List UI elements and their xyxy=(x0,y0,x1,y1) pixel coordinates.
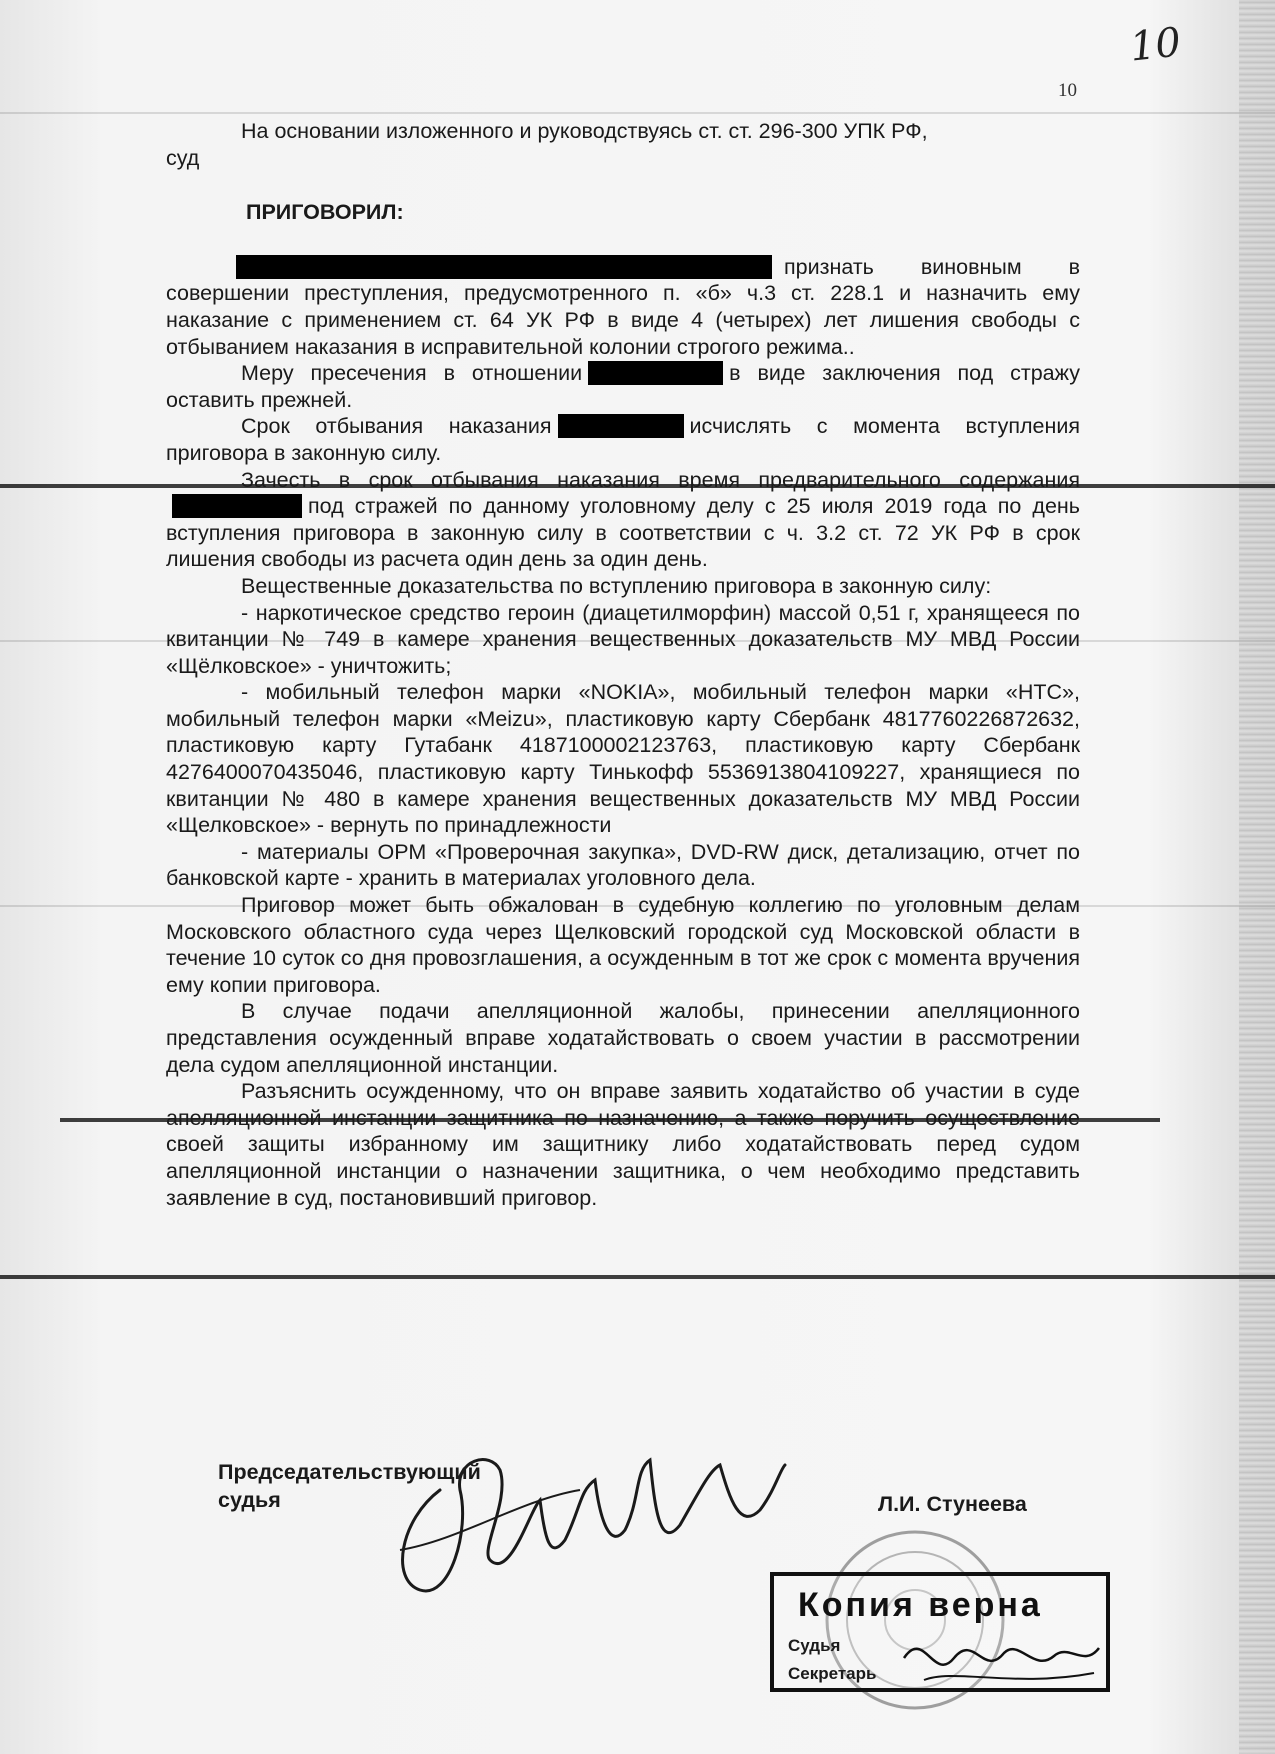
handwritten-page-number: 10 xyxy=(1127,19,1184,71)
verdict-text: исчислять с момента вступления приговора в законную силу. xyxy=(166,414,1080,465)
verdict-text: признать виновным в совершении преступления, предусмотренного п. «б» ч.3 ст. 228.1 и назначить ему наказание с применением ст. 64 УК РФ в виде 4 (четырех) лет лишения свободы с отбыванием наказания в исправительной колонии строгого режима.. xyxy=(166,254,1080,359)
stamp-title: Копия верна xyxy=(798,1586,1043,1624)
scan-streak xyxy=(0,1275,1275,1279)
scan-edge xyxy=(1239,0,1275,1754)
page-number: 10 xyxy=(1058,80,1077,101)
verdict-heading: ПРИГОВОРИЛ: xyxy=(246,200,404,225)
intro-line: На основании изложенного и руководствуясь ст. ст. 296-300 УПК РФ, xyxy=(241,119,928,143)
evidence-item: - наркотическое средство героин (диацетилморфин) массой 0,51 г, хранящееся по квитанции № 749 в камере хранения вещественных доказательств МУ МВД России «Щёлковское» - уничтожить; xyxy=(166,600,1080,678)
stamp-line-judge: Судья xyxy=(788,1636,841,1655)
evidence-item: - мобильный телефон марки «NOKIA», мобильный телефон марки «HTC», мобильный телефон марки «Meizu», пластиковую карту Сбербанк 4817760226872632, пластиковую карту Гутабанк 4187100002123763, пластиковую карту Сбербанк 4276400070435046, пластиковую карту Тинькофф 5536913804109227, хранящиеся по квитанции № 480 в камере хранения вещественных доказательств МУ МВД России «Щелковское» - вернуть по принадлежности xyxy=(166,680,1080,838)
verdict-paragraph xyxy=(166,413,1080,466)
verdict-text: под стражей по данному уголовному делу с 25 июля 2019 года по день вступления приговора в законную силу в соответствии с ч. 3.2 ст. 72 УК РФ в срок лишения свободы из расчета один день за один день. xyxy=(166,494,1080,572)
evidence-item: - материалы ОРМ «Проверочная закупка», DVD-RW диск, детализацию, отчет по банковской карте - хранить в материалах уголовного дела. xyxy=(166,839,1080,891)
copy-certified-stamp xyxy=(770,1572,1110,1692)
verdict-paragraph: Приговор может быть обжалован в судебную коллегию по уголовным делам Московского областного суда через Щелковский городской суд Московской области в течение 10 суток со дня провозглашения, а осужденным в тот же срок с момента вручения ему копии приговора. xyxy=(166,893,1080,997)
redaction-bar xyxy=(236,255,772,279)
verdict-paragraph: В случае подачи апелляционной жалобы, принесении апелляционного представления осужденный вправе ходатайствовать о своем участии в рассмотрении дела судом апелляционной инстанции. xyxy=(166,999,1080,1077)
scan-streak xyxy=(0,112,1275,114)
redaction-bar xyxy=(172,494,302,518)
signature-title-line: Председательствующий xyxy=(218,1460,481,1484)
verdict-paragraph: Разъяснить осужденному, что он вправе заявить ходатайство об участии в суде апелляционной инстанции защитника по назначению, а также поручить осуществление своей защиты избранному им защитнику либо ходатайствовать перед судом апелляционной инстанции о назначении защитника, о чем необходимо представить заявление в суд, постановивший приговор. xyxy=(166,1079,1080,1210)
verdict-text: в виде заключения под стражу оставить прежней. xyxy=(166,361,1080,412)
signature-title-line: судья xyxy=(218,1488,281,1512)
verdict-text: Меру пресечения в отношении xyxy=(241,361,583,386)
verdict-paragraph xyxy=(166,467,1080,573)
verdict-paragraph xyxy=(166,360,1080,413)
redaction-bar xyxy=(588,361,723,385)
redaction-bar xyxy=(558,414,684,438)
verdict-text: Зачесть в срок отбывания наказания время предварительного содержания xyxy=(241,467,1080,492)
judge-name: Л.И. Стунеева xyxy=(878,1492,1027,1516)
stamp-line-secretary: Секретарь xyxy=(788,1664,877,1683)
intro-line-court: суд xyxy=(166,145,200,170)
stamp-signature xyxy=(894,1628,1104,1688)
verdict-paragraph xyxy=(166,254,1080,360)
verdict-text: Срок отбывания наказания xyxy=(241,414,552,439)
verdict-paragraph: Вещественные доказательства по вступлению приговора в законную силу: xyxy=(241,573,992,598)
verdict-body xyxy=(166,118,1080,1211)
